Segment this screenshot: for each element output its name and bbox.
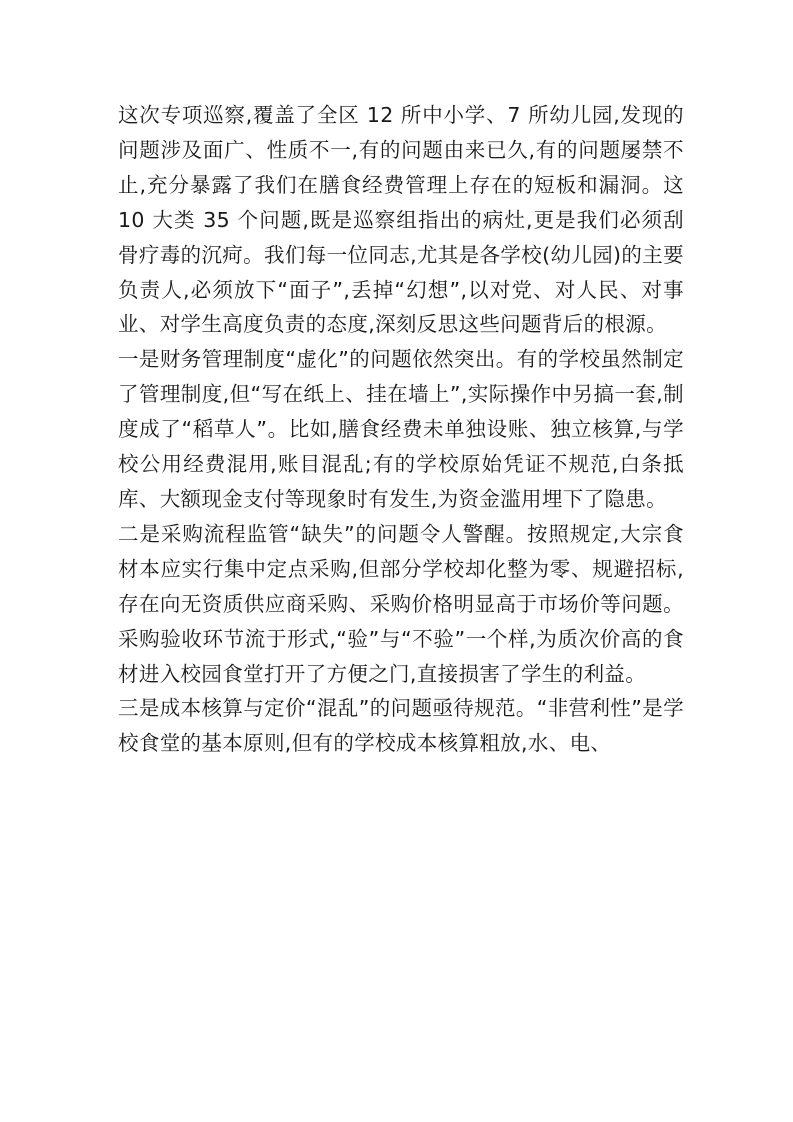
document-body <box>118 98 684 761</box>
paragraph-point-two: 二是采购流程监管“缺失”的问题令人警醒。按照规定,大宗食材本应实行集中定点采购,但部分学校却化整为零、规避招标,存在向无资质供应商采购、采购价格明显高于市场价等问题。采购验收环节流于形式,“验”与“不验”一个样,为质次价高的食材进入校园食堂打开了方便之门,直接损害了学生的利益。 <box>118 521 684 686</box>
paragraph-point-one: 一是财务管理制度“虚化”的问题依然突出。有的学校虽然制定了管理制度,但“写在纸上、挂在墙上”,实际操作中另搞一套,制度成了“稻草人”。比如,膳食经费未单独设账、独立核算,与学校公用经费混用,账目混乱;有的学校原始凭证不规范,白条抵库、大额现金支付等现象时有发生,为资金滥用埋下了隐患。 <box>118 347 684 511</box>
paragraph-point-three: 三是成本核算与定价“混乱”的问题亟待规范。“非营利性”是学校食堂的基本原则,但有的学校成本核算粗放,水、电、 <box>118 696 684 756</box>
paragraph-intro: 这次专项巡察,覆盖了全区 12 所中小学、7 所幼儿园,发现的问题涉及面广、性质不一,有的问题由来已久,有的问题屡禁不止,充分暴露了我们在膳食经费管理上存在的短板和漏洞。这 10 大类 35 个问题,既是巡察组指出的病灶,更是我们必须刮骨疗毒的沉疴。我们每一位同志,尤其是各学校(幼儿园)的主要负责人,必须放下“面子”,丢掉“幻想”,以对党、对人民、对事业、对学生高度负责的态度,深刻反思这些问题背后的根源。 <box>118 103 684 337</box>
